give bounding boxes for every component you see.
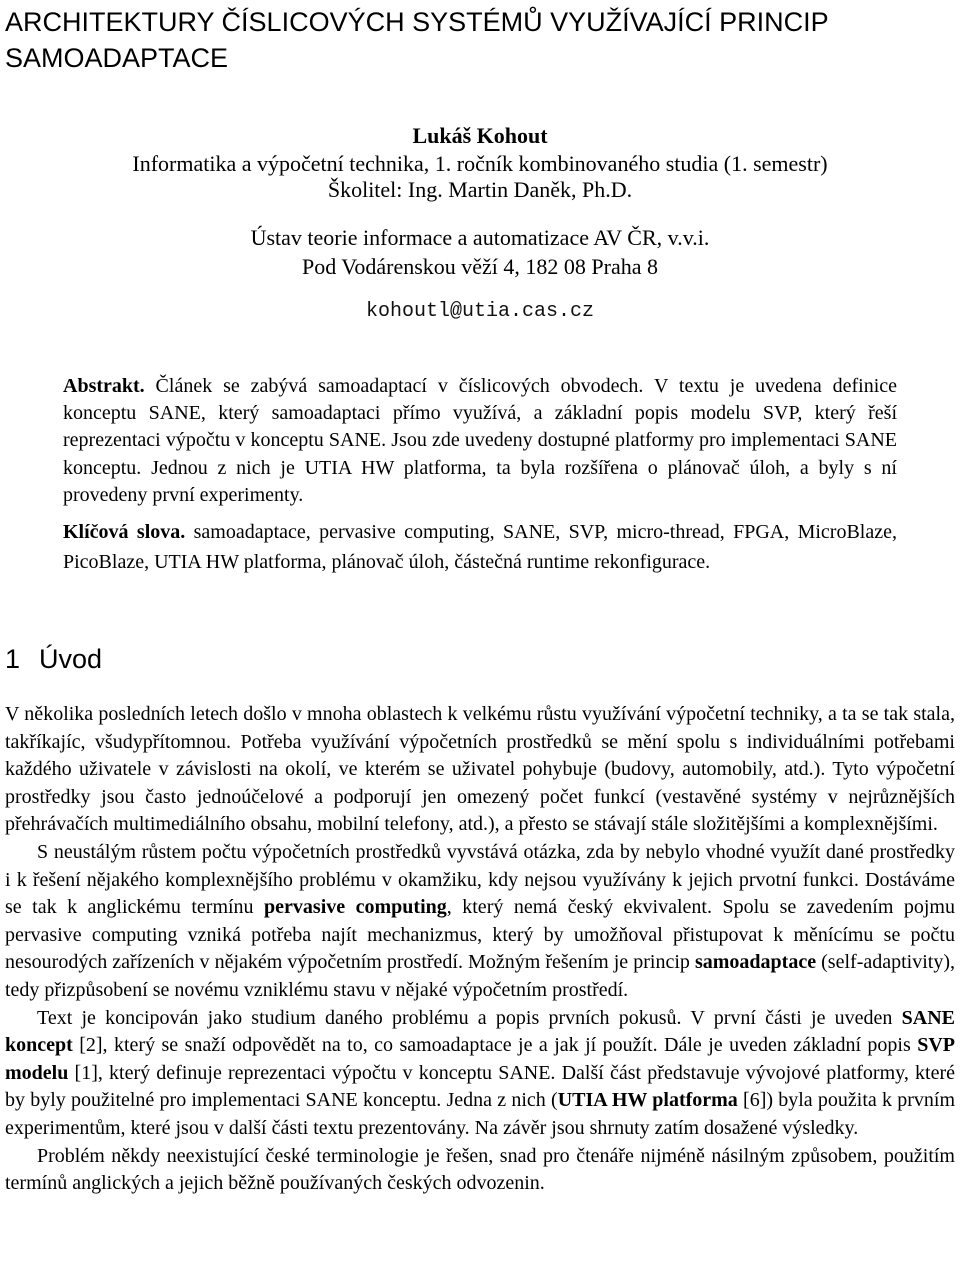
section-body <box>5 701 955 1198</box>
paragraph-2-text: , který nemá český ekvivalent. Spolu se zavedením pojmu pervasive computing vzniká potřeba najít mechanizmus, který by umožňoval přistupovat k měnícímu se počtu nesourodých zařízeních v nějakém výpočetním prostředí. Možným řešením je princip <box>5 896 955 974</box>
paper-title: ARCHITEKTURY ČÍSLICOVÝCH SYSTÉMŮ VYUŽÍVAJÍCÍ PRINCIP SAMOADAPTACE <box>5 7 829 73</box>
author-program: Informatika a výpočetní technika, 1. ročník kombinovaného studia (1. semestr) <box>132 151 828 176</box>
keywords <box>63 518 897 577</box>
paragraph-3-text: [6]) byla použita k prvním experimentům, které jsou v další části textu prezentovány. Na závěr jsou shrnuty zatím dosažené výsledky. <box>5 1089 956 1139</box>
paragraph-2-text: (self-adaptivity), tedy přizpůsobení se novému vzniklému stavu v nějaké výpočetním prostředí. <box>5 951 955 1001</box>
section-title: Úvod <box>39 644 103 674</box>
paragraph-2-text: S neustálým růstem počtu výpočetních prostředků vyvstává otázka, zda by nebylo vhodné využít dané prostředky i k řešení nějakého komplexnějšího problému v okamžiku, kdy nejsou využívány k jejich prvotní funkci. Dostáváme se tak k anglickému termínu <box>5 840 955 919</box>
paragraph-4: Problém někdy neexistující české terminologie je řešen, snad pro čtenáře nijméně násilným způsobem, použitím termínů anglických a jejich běžně používaných českých odvozenin. <box>5 1144 955 1195</box>
institute-name: Ústav teorie informace a automatizace AV ČR, v.v.i. <box>250 225 710 250</box>
paragraph-3 <box>5 1005 955 1143</box>
abstract <box>63 373 897 509</box>
abstract-text: Článek se zabývá samoadaptací v číslicových obvodech. V textu je uvedena definice konceptu SANE, který samoadaptaci přímo využívá, a základní popis modelu SVP, který řeší reprezentaci výpočtu v konceptu SANE. Jsou zde uvedeny dostupné platformy pro implementaci SANE konceptu. Jednou z nich je UTIA HW platforma, ta byla rozšířena o plánovač úloh, a byly s ní provedeny první experimenty. <box>63 375 897 506</box>
keywords-text: samoadaptace, pervasive computing, SANE, SVP, micro-thread, FPGA, MicroBlaze, PicoBlaze, UTIA HW platforma, plánovač úloh, částečná runtime rekonfigurace. <box>63 521 897 573</box>
paragraph-2 <box>5 839 955 1005</box>
term-utia-hw-platforma: UTIA HW platforma <box>557 1089 738 1112</box>
institute-address: Pod Vodárenskou věží 4, 182 08 Praha 8 <box>301 254 659 279</box>
term-svp-modelu: SVP modelu <box>5 1034 955 1084</box>
author-name: Lukáš Kohout <box>412 123 548 148</box>
keywords-label: Klíčová slova. <box>63 521 186 543</box>
term-samoadaptace: samoadaptace <box>694 951 817 974</box>
paragraph-3-text: [2], který se snaží odpovědět na to, co samoadaptace je a jak jí použít. Dále je uveden základní popis <box>72 1034 918 1057</box>
term-sane-koncept: SANE koncept <box>5 1006 955 1057</box>
paragraph-1: V několika posledních letech došlo v mnoha oblastech k velkému růstu využívání výpočetní techniky, a ta se tak stala, takříkajíc, všudypřítomnou. Potřeba využívání výpočetních prostředků se mění spolu s individuálními potřebami každého uživatele v závislosti na okolí, ve kterém se uživatel pohybuje (budovy, automobily, atd.). Tyto výpočetní prostředky jsou často jednoúčelové a podporují jen omezený počet funkcí (vestavěné systémy v nejrůznějších přehrávačích multimediálního obsahu, mobilní telefony, atd.), a přesto se stávají stále složitějšími a komplexnějšími. <box>5 703 955 836</box>
term-pervasive-computing: pervasive computing <box>264 896 447 919</box>
paragraph-3-text: [1], který definuje reprezentaci výpočtu v konceptu SANE. Další část představuje vývojové platformy, které by byly použitelné pro implementaci SANE konceptu. Jedna z nich ( <box>5 1061 955 1112</box>
author-supervisor: Školitel: Ing. Martin Daněk, Ph.D. <box>327 177 633 202</box>
section-heading <box>5 641 102 677</box>
paragraph-3-text: Text je koncipován jako studium daného problému a popis prvních pokusů. V první části je uveden <box>37 1006 902 1029</box>
abstract-label: Abstrakt. <box>63 375 145 397</box>
author-email[interactable]: kohoutl@utia.cas.cz <box>365 300 595 323</box>
section-number: 1 <box>5 644 21 674</box>
